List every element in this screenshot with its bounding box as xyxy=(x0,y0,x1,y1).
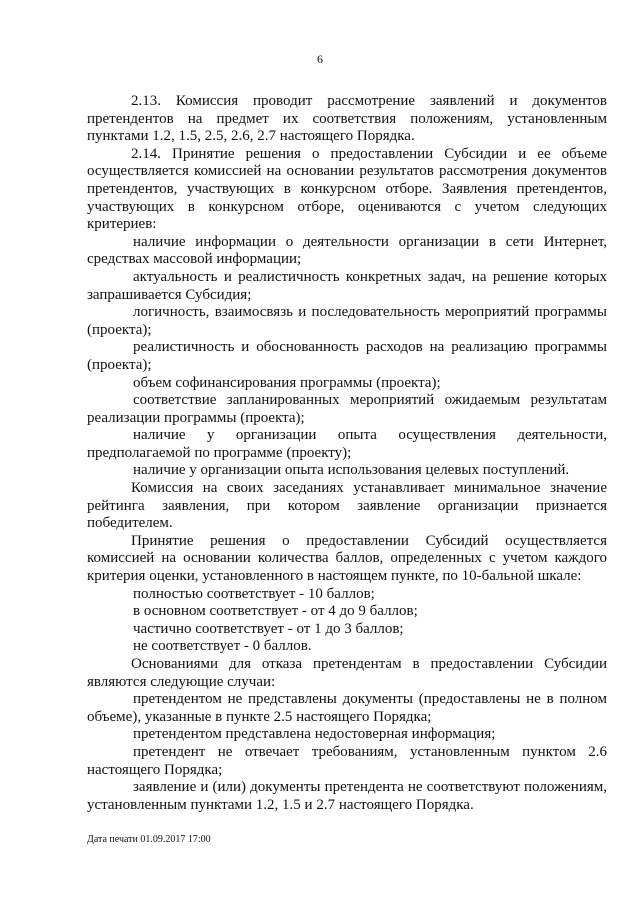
score-item: в основном соответствует - от 4 до 9 баллов; xyxy=(133,603,418,620)
refusal-item: претендентом представлена недостоверная информация; xyxy=(133,726,496,743)
scoring-paragraph: Принятие решения о предоставлении Субсидий осуществляется комиссией на основании количества баллов, определенных с учетом каждого критерия оценки, установленного в настоящем пункте, по 10-бальной шкале: xyxy=(87,532,607,585)
refusal-grounds-paragraph: Основаниями для отказа претендентам в предоставлении Субсидии являются следующие случаи: xyxy=(87,656,607,690)
rating-paragraph: Комиссия на своих заседаниях устанавливает минимальное значение рейтинга заявления, при котором заявление организации признается победителем. xyxy=(87,480,607,532)
refusal-item: заявление и (или) документы претендента не соответствуют положениям, установленным пунктами 1.2, 1.5 и 2.7 настоящего Порядка. xyxy=(87,779,607,813)
page-number: 6 xyxy=(317,52,323,66)
criterion-item: логичность, взаимосвязь и последовательность мероприятий программы (проекта); xyxy=(87,304,607,338)
criterion-item: соответствие запланированных мероприятий ожидаемым результатам реализации программы (проекта); xyxy=(87,392,607,426)
print-date-footer: Дата печати 01.09.2017 17:00 xyxy=(87,834,211,845)
paragraph-2-14: 2.14. Принятие решения о предоставлении Субсидии и ее объеме осуществляется комиссией на основании результатов рассмотрения документов претендентов, участвующих в конкурсном отборе. Заявления претендентов, участвующих в конкурсном отборе, оцениваются с учетом следующих критериев: xyxy=(87,145,607,233)
score-item: не соответствует - 0 баллов. xyxy=(133,638,312,655)
criterion-item: актуальность и реалистичность конкретных задач, на решение которых запрашивается Субсидия; xyxy=(87,268,607,303)
score-item: полностью соответствует - 10 баллов; xyxy=(133,585,375,602)
criterion-item: реалистичность и обоснованность расходов на реализацию программы (проекта); xyxy=(87,339,607,373)
refusal-item: претендент не отвечает требованиям, установленным пунктом 2.6 настоящего Порядка; xyxy=(87,743,607,778)
paragraph-2-13: 2.13. Комиссия проводит рассмотрение заявлений и документов претендентов на предмет их соответствия положениям, установленным пунктами 1.2, 1.5, 2.5, 2.6, 2.7 настоящего Порядка. xyxy=(87,93,607,145)
document-body xyxy=(87,93,607,814)
refusal-item: претендентом не представлены документы (предоставлены не в полном объеме), указанные в пункте 2.5 настоящего Порядка; xyxy=(87,691,607,725)
score-item: частично соответствует - от 1 до 3 баллов; xyxy=(133,620,404,637)
criterion-item: наличие информации о деятельности организации в сети Интернет, средствах массовой информации; xyxy=(87,233,607,268)
criterion-item: наличие у организации опыта осуществления деятельности, предполагаемой по программе (проекту); xyxy=(87,427,607,461)
criterion-item: наличие у организации опыта использования целевых поступлений. xyxy=(133,462,570,479)
criterion-item: объем софинансирования программы (проекта); xyxy=(133,374,441,391)
